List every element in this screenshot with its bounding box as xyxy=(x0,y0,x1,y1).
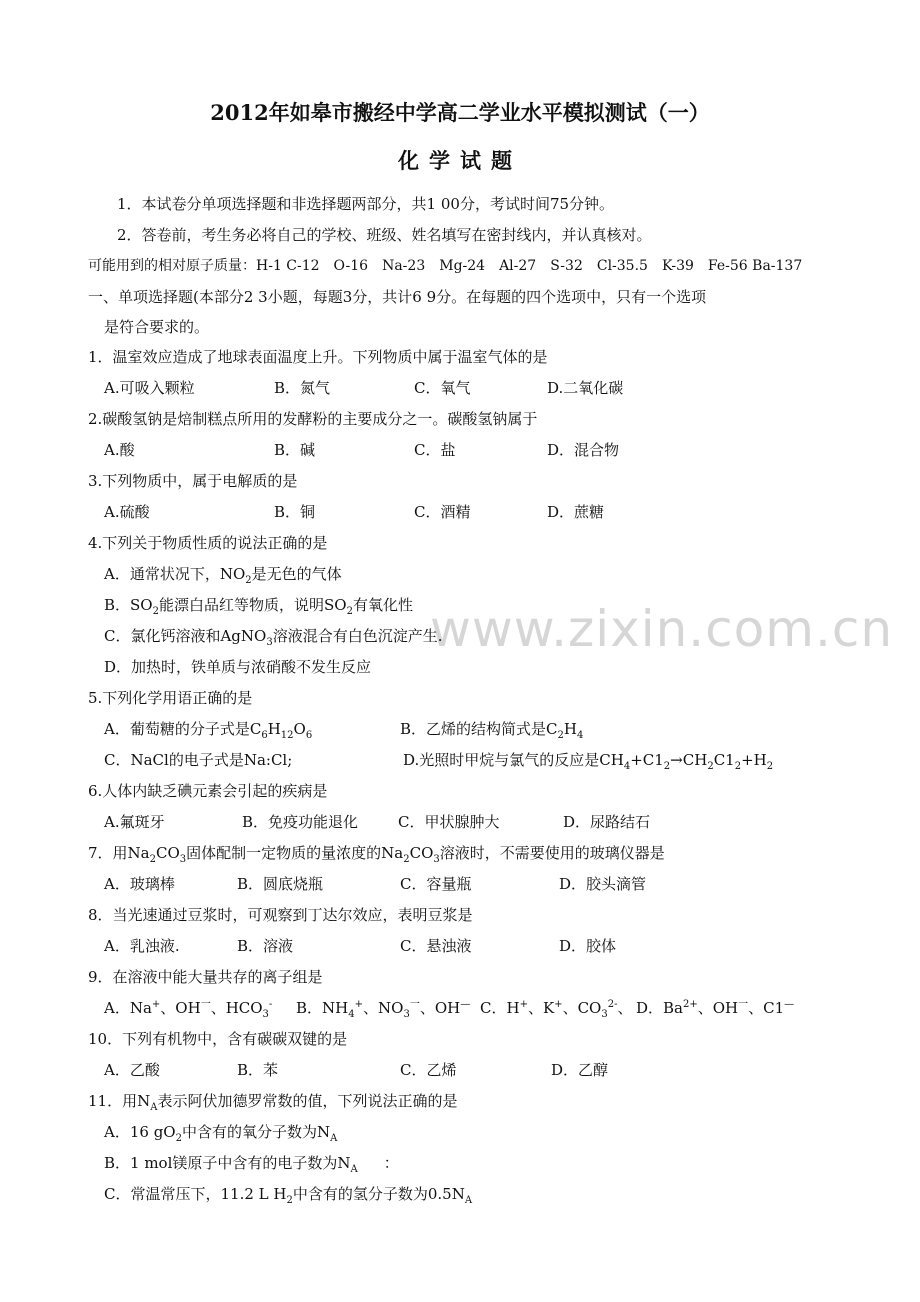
q9-option-d: D．$Ba^{2+}$、$OH^一$、C1— xyxy=(636,999,795,1017)
q3-option-a: A.硫酸 xyxy=(104,503,150,521)
q4-option-a: A．通常状况下，$NO_2$是无色的气体 xyxy=(104,565,342,586)
section-heading: 一、单项选择题(本部分2 3小题，每题3分，共计6 9分。在每题的四个选项中，只有一个选项 xyxy=(88,288,707,306)
question-8-stem: 8．当光速通过豆浆时，可观察到丁达尔效应，表明豆浆是 xyxy=(88,906,473,924)
q9-option-c: C．H+、K+、$CO_3^{2-}$、 xyxy=(480,999,633,1020)
q10-option-c: C．乙烯 xyxy=(400,1061,457,1079)
q10-option-b: B．苯 xyxy=(237,1061,279,1079)
q2-option-d: D．混合物 xyxy=(547,441,620,459)
q6-option-a: A.氟斑牙 xyxy=(104,813,165,831)
q3-option-c: C．酒精 xyxy=(414,503,471,521)
q1-option-b: B．氮气 xyxy=(274,379,331,397)
q11-option-b: B．1 mol镁原子中含有的电子数为$N_A$ ： xyxy=(104,1154,399,1175)
page-subtitle: 化学试题 xyxy=(398,148,522,173)
atomic-masses: 可能用到的相对原子质量：H-1 C-12 O-16 Na-23 Mg-24 Al-27 S-32 Cl-35.5 K-39 Fe-56 Ba-137 xyxy=(88,258,803,274)
q7-option-c: C．容量瓶 xyxy=(400,875,472,893)
q2-option-c: C．盐 xyxy=(414,441,456,459)
q6-option-c: C．甲状腺肿大 xyxy=(398,813,500,831)
q6-option-d: D．尿路结石 xyxy=(563,813,651,831)
q1-option-d: D.二氧化碳 xyxy=(547,379,624,397)
q8-option-d: D．胶体 xyxy=(559,937,617,955)
question-4-stem: 4.下列关于物质性质的说法正确的是 xyxy=(88,534,328,552)
note-1: 1．本试卷分单项选择题和非选择题两部分，共1 00分，考试时间75分钟。 xyxy=(117,195,615,213)
question-11-stem: 11．用$N_A$表示阿伏加德罗常数的值，下列说法正确的是 xyxy=(88,1092,458,1113)
q8-option-a: A．乳浊液. xyxy=(104,937,180,955)
q1-option-a: A.可吸入颗粒 xyxy=(104,379,195,397)
q2-option-b: B．碱 xyxy=(274,441,316,459)
note-2: 2．答卷前，考生务必将自己的学校、班级、姓名填写在密封线内，并认真核对。 xyxy=(117,226,652,244)
q7-option-a: A．玻璃棒 xyxy=(104,875,175,893)
q5-option-b: B．乙烯的结构简式是$C_2H_4$ xyxy=(400,720,584,741)
q5-option-a: A．葡萄糖的分子式是$C_6H_{12}O_6$ xyxy=(104,720,313,741)
section-heading-cont: 是符合要求的。 xyxy=(104,318,210,336)
question-5-stem: 5.下列化学用语正确的是 xyxy=(88,689,253,707)
q10-option-a: A．乙酸 xyxy=(104,1061,160,1079)
question-10-stem: 10．下列有机物中，含有碳碳双键的是 xyxy=(88,1030,348,1048)
q7-option-b: B．圆底烧瓶 xyxy=(237,875,324,893)
q3-option-b: B．铜 xyxy=(274,503,316,521)
question-3-stem: 3.下列物质中，属于电解质的是 xyxy=(88,472,298,490)
q5-option-d: D.光照时甲烷与氯气的反应是$CH_4+C1_2\to CH_2C1_2+H_2$ xyxy=(403,751,774,772)
q10-option-d: D．乙醇 xyxy=(551,1061,609,1079)
q2-option-a: A.酸 xyxy=(104,441,135,459)
question-1-stem: 1．温室效应造成了地球表面温度上升。下列物质中属于温室气体的是 xyxy=(88,348,548,366)
q5-option-c: C．NaCl的电子式是Na:Cl; xyxy=(104,751,293,769)
q8-option-b: B．溶液 xyxy=(237,937,294,955)
question-7-stem: 7．用$Na_2CO_3$固体配制一定物质的量浓度的$Na_2CO_3$溶液时，不需要使用的玻璃仪器是 xyxy=(88,844,665,865)
q11-option-c: C．常温常压下，11.2 L $H_2$中含有的氢分子数为$0.5N_A$ xyxy=(104,1185,473,1206)
q4-option-b: B．$SO_2$能漂白品红等物质，说明$SO_2$有氧化性 xyxy=(104,596,413,617)
q6-option-b: B．免疫功能退化 xyxy=(242,813,359,831)
q1-option-c: C．氧气 xyxy=(414,379,471,397)
question-9-stem: 9．在溶液中能大量共存的离子组是 xyxy=(88,968,323,986)
q4-option-d: D．加热时，铁单质与浓硝酸不发生反应 xyxy=(104,658,372,676)
q4-option-c: C．氯化钙溶液和AgNO$_3$溶液混合有白色沉淀产生. xyxy=(104,627,443,648)
q8-option-c: C．悬浊液 xyxy=(400,937,472,955)
q7-option-d: D．胶头滴管 xyxy=(559,875,647,893)
q9-option-a: A．Na+、$OH^一$、$HCO_3^-$ xyxy=(104,999,273,1020)
question-2-stem: 2.碳酸氢钠是焙制糕点所用的发酵粉的主要成分之一。碳酸氢钠属于 xyxy=(88,410,538,428)
q3-option-d: D．蔗糖 xyxy=(547,503,605,521)
question-6-stem: 6.人体内缺乏碘元素会引起的疾病是 xyxy=(88,782,328,800)
page-title: 2012年如皋市搬经中学高二学业水平模拟测试（一） xyxy=(210,100,710,125)
q11-option-a: A．16 $gO_2$中含有的氧分子数为$N_A$ xyxy=(104,1123,338,1144)
watermark: www.zixin.com.cn xyxy=(430,600,894,658)
q9-option-b: B．$NH_4^+$、$NO_3^一$、OH— xyxy=(296,999,471,1020)
